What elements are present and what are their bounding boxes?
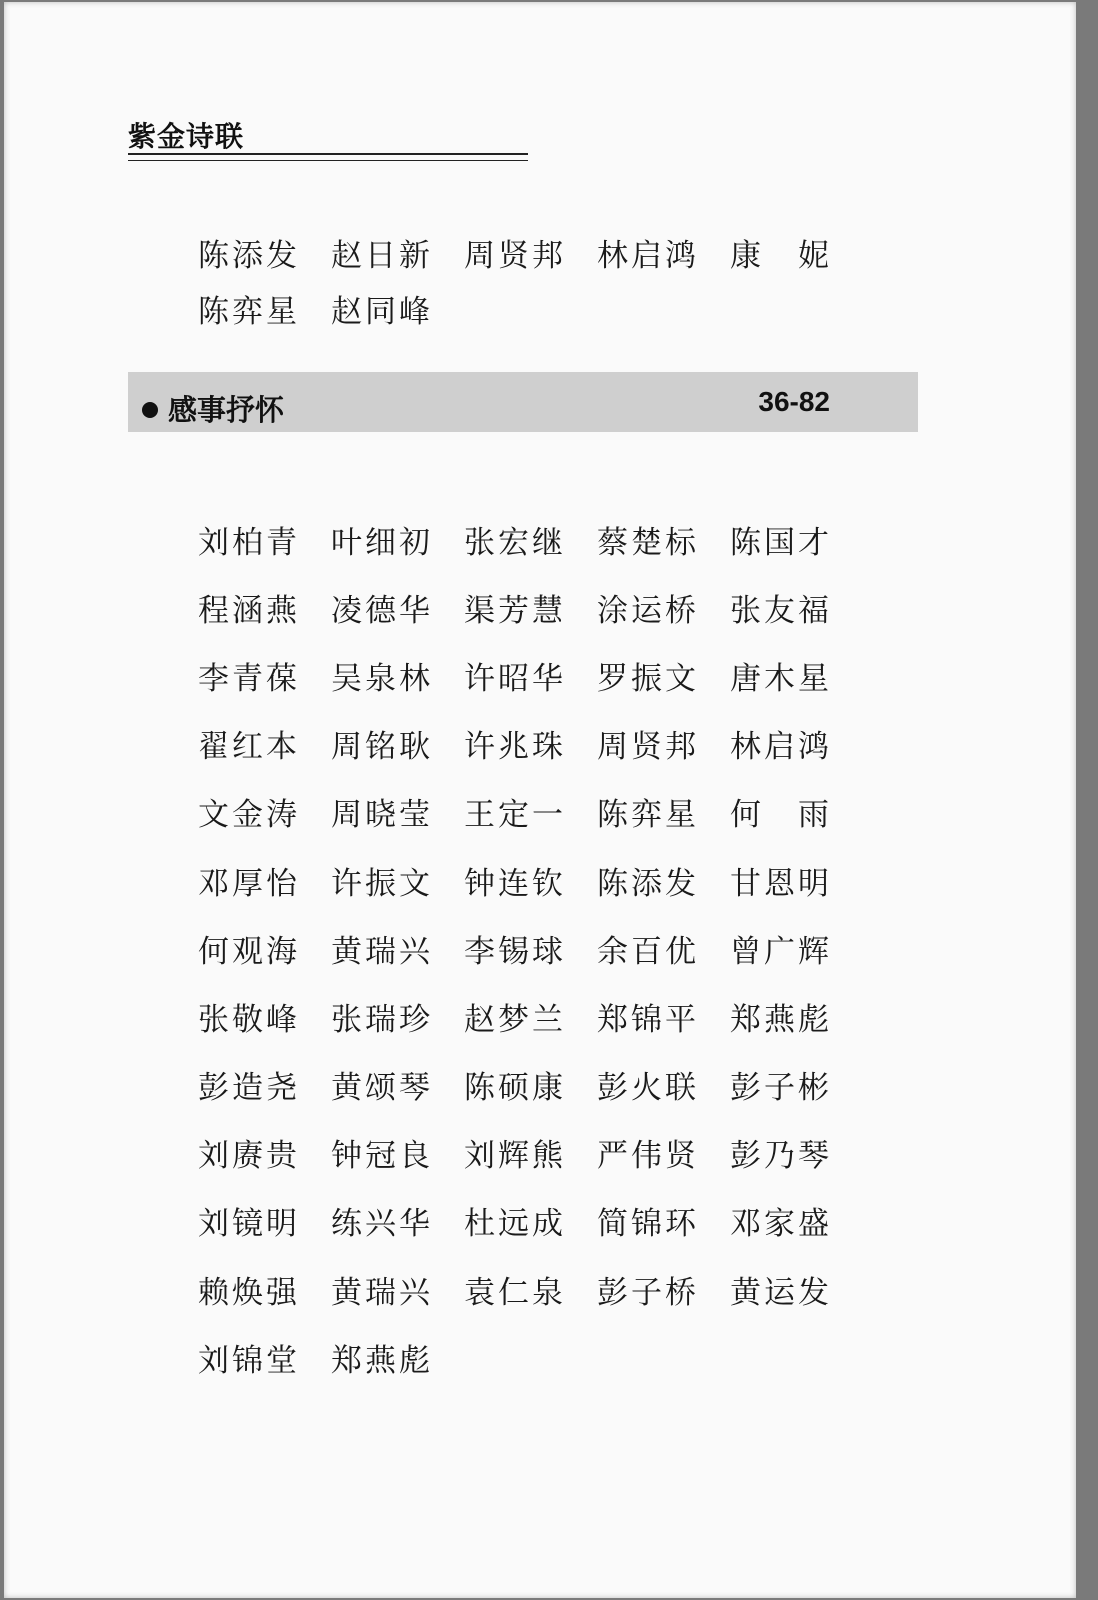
name-row: [198, 846, 863, 914]
name-item: 蔡楚标: [597, 524, 699, 561]
name-item: 郑锦平: [597, 1001, 699, 1038]
name-row: [198, 1255, 863, 1323]
name-item: 袁仁泉: [464, 1274, 566, 1311]
name-item: 刘锦堂: [198, 1342, 300, 1379]
name-item: 许振文: [331, 865, 433, 902]
name-row: [198, 778, 863, 846]
name-item: 翟红本: [198, 729, 300, 766]
name-item: 郑燕彪: [730, 1001, 832, 1038]
name-item: 林启鸿: [597, 237, 699, 274]
name-row: [198, 280, 863, 336]
name-item: 简锦环: [597, 1206, 699, 1243]
name-row: [198, 1187, 863, 1255]
page-header: [128, 120, 528, 160]
name-row: [198, 224, 863, 280]
name-item: 陈弈星: [597, 797, 699, 834]
name-item: 许昭华: [464, 660, 566, 697]
name-item: 吴泉林: [331, 660, 433, 697]
name-item: 程涵燕: [198, 592, 300, 629]
name-item: 陈国才: [730, 524, 832, 561]
name-item: 郑燕彪: [331, 1342, 433, 1379]
name-item: 张敬峰: [198, 1001, 300, 1038]
name-item: 曾广辉: [730, 933, 832, 970]
name-item: 何观海: [198, 933, 300, 970]
name-item: 刘柏青: [198, 524, 300, 561]
name-item: 钟连钦: [464, 865, 566, 902]
name-item: 黄运发: [730, 1274, 832, 1311]
name-item: 赵梦兰: [464, 1001, 566, 1038]
name-item: 邓厚怡: [198, 865, 300, 902]
top-names-list: [198, 224, 863, 336]
name-item: 许兆珠: [464, 729, 566, 766]
section-page-range: 36-82: [758, 386, 830, 417]
name-item: 周晓莹: [331, 797, 433, 834]
name-item: 甘恩明: [730, 865, 832, 902]
name-item: 陈添发: [597, 865, 699, 902]
name-item: 涂运桥: [597, 592, 699, 629]
name-item: 刘辉熊: [464, 1138, 566, 1175]
name-item: 张宏继: [464, 524, 566, 561]
name-item: 陈弈星: [198, 293, 300, 330]
name-item: 彭子彬: [730, 1070, 832, 1107]
header-title: 紫金诗联: [128, 120, 245, 153]
name-item: 黄瑞兴: [331, 1274, 433, 1311]
name-item: 刘镜明: [198, 1206, 300, 1243]
name-item: 严伟贤: [597, 1138, 699, 1175]
name-item: 何 雨: [730, 797, 832, 834]
name-item: 彭乃琴: [730, 1138, 832, 1175]
name-item: 周贤邦: [464, 237, 566, 274]
name-row: [198, 982, 863, 1050]
name-item: 赖焕强: [198, 1274, 300, 1311]
name-item: 钟冠良: [331, 1138, 433, 1175]
name-item: 赵日新: [331, 237, 433, 274]
name-item: 彭子桥: [597, 1274, 699, 1311]
section-header-bar: [128, 372, 918, 432]
name-item: 叶细初: [331, 524, 433, 561]
name-row: [198, 641, 863, 709]
document-page: [4, 2, 1076, 1598]
name-item: 文金涛: [198, 797, 300, 834]
name-item: 李青葆: [198, 660, 300, 697]
name-item: 杜远成: [464, 1206, 566, 1243]
name-row: [198, 573, 863, 641]
name-item: 张瑞珍: [331, 1001, 433, 1038]
section-names-list: [198, 505, 863, 1391]
name-item: 唐木星: [730, 660, 832, 697]
name-row: [198, 1323, 863, 1391]
name-item: 李锡球: [464, 933, 566, 970]
name-item: 康 妮: [730, 237, 832, 274]
name-item: 彭火联: [597, 1070, 699, 1107]
section-title: 感事抒怀: [168, 393, 285, 427]
name-item: 赵同峰: [331, 293, 433, 330]
name-row: [198, 505, 863, 573]
name-row: [198, 1051, 863, 1119]
bullet-icon: [142, 402, 158, 418]
name-item: 凌德华: [331, 592, 433, 629]
name-row: [198, 710, 863, 778]
name-item: 黄瑞兴: [331, 933, 433, 970]
name-item: 陈硕康: [464, 1070, 566, 1107]
name-item: 周贤邦: [597, 729, 699, 766]
name-row: [198, 914, 863, 982]
name-item: 余百优: [597, 933, 699, 970]
header-rule: [128, 153, 528, 161]
name-item: 邓家盛: [730, 1206, 832, 1243]
name-item: 陈添发: [198, 237, 300, 274]
name-item: 张友福: [730, 592, 832, 629]
name-item: 王定一: [464, 797, 566, 834]
name-item: 彭造尧: [198, 1070, 300, 1107]
name-item: 渠芳慧: [464, 592, 566, 629]
name-item: 周铭耿: [331, 729, 433, 766]
name-item: 刘赓贵: [198, 1138, 300, 1175]
name-item: 林启鸿: [730, 729, 832, 766]
name-row: [198, 1119, 863, 1187]
name-item: 练兴华: [331, 1206, 433, 1243]
name-item: 罗振文: [597, 660, 699, 697]
name-item: 黄颂琴: [331, 1070, 433, 1107]
